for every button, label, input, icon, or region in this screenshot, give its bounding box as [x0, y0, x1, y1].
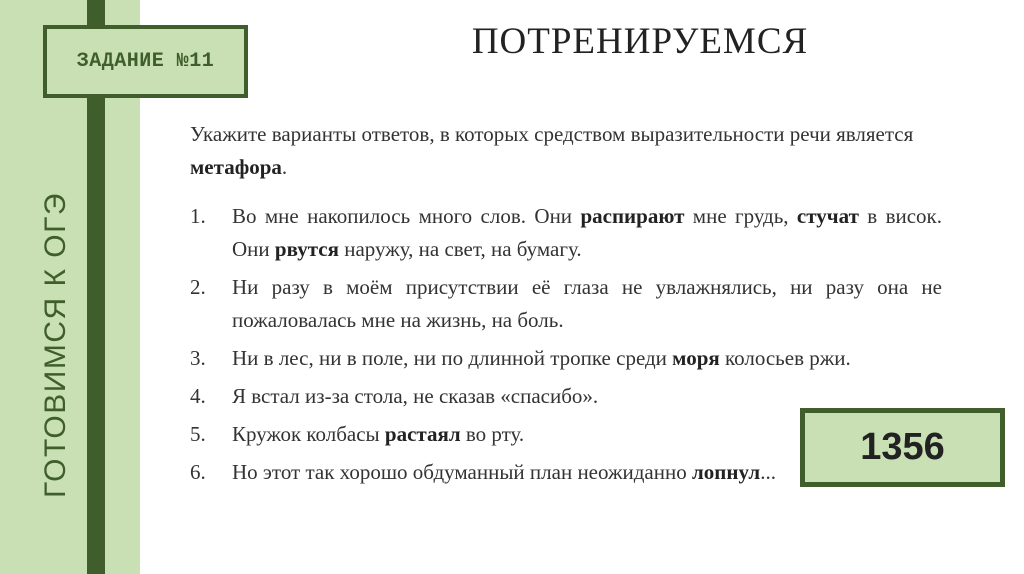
instruction-text	[190, 118, 990, 184]
option-number: 6.	[190, 460, 206, 484]
instruction-text-end: .	[281, 155, 288, 179]
option-highlight: моря	[672, 346, 720, 370]
option-number: 2.	[190, 275, 206, 299]
option-text: Ни в лес, ни в поле, ни по длинной тропке среди	[232, 346, 673, 370]
option-item-1	[190, 200, 942, 266]
page-title: ПОТРЕНИРУЕМСЯ	[471, 21, 809, 62]
instruction-keyword: метафора	[190, 155, 282, 179]
option-text: мне грудь,	[684, 204, 797, 228]
option-text: колосьев ржи.	[719, 346, 851, 370]
option-item-2	[190, 271, 942, 337]
sidebar-vertical-label: ГОТОВИМСЯ К ОГЭ	[39, 192, 72, 498]
option-number: 3.	[190, 346, 206, 370]
option-highlight: рвутся	[274, 237, 339, 261]
option-number: 1.	[190, 204, 206, 228]
option-text: во рту.	[460, 422, 525, 446]
option-item-3	[190, 342, 942, 375]
option-number: 5.	[190, 422, 206, 446]
option-text: Ни разу в моём присутствии её глаза не увлажнялись, ни разу она не пожаловалась мне на жизнь, на боль.	[232, 275, 942, 332]
option-highlight: растаял	[384, 422, 461, 446]
option-text: в висок. Они	[232, 204, 943, 261]
option-text: Но этот так хорошо обдуманный план неожиданно	[232, 460, 692, 484]
option-text: ...	[760, 460, 776, 484]
option-text: Во мне накопилось много слов. Они	[232, 204, 581, 228]
option-number: 4.	[190, 384, 206, 408]
task-number-box	[43, 25, 248, 98]
task-number-label: ЗАДАНИЕ №11	[76, 50, 215, 73]
answer-box	[800, 408, 1005, 487]
option-highlight: стучат	[796, 204, 859, 228]
option-highlight: лопнул	[691, 460, 761, 484]
option-text: Кружок колбасы	[232, 422, 385, 446]
option-text: Я встал из-за стола, не сказав «спасибо».	[232, 384, 599, 408]
answer-value: 1356	[860, 426, 945, 468]
option-text: наружу, на свет, на бумагу.	[338, 237, 582, 261]
instruction-text-start: Укажите варианты ответов, в которых средством выразительности речи является	[190, 122, 914, 146]
option-highlight: распирают	[580, 204, 685, 228]
